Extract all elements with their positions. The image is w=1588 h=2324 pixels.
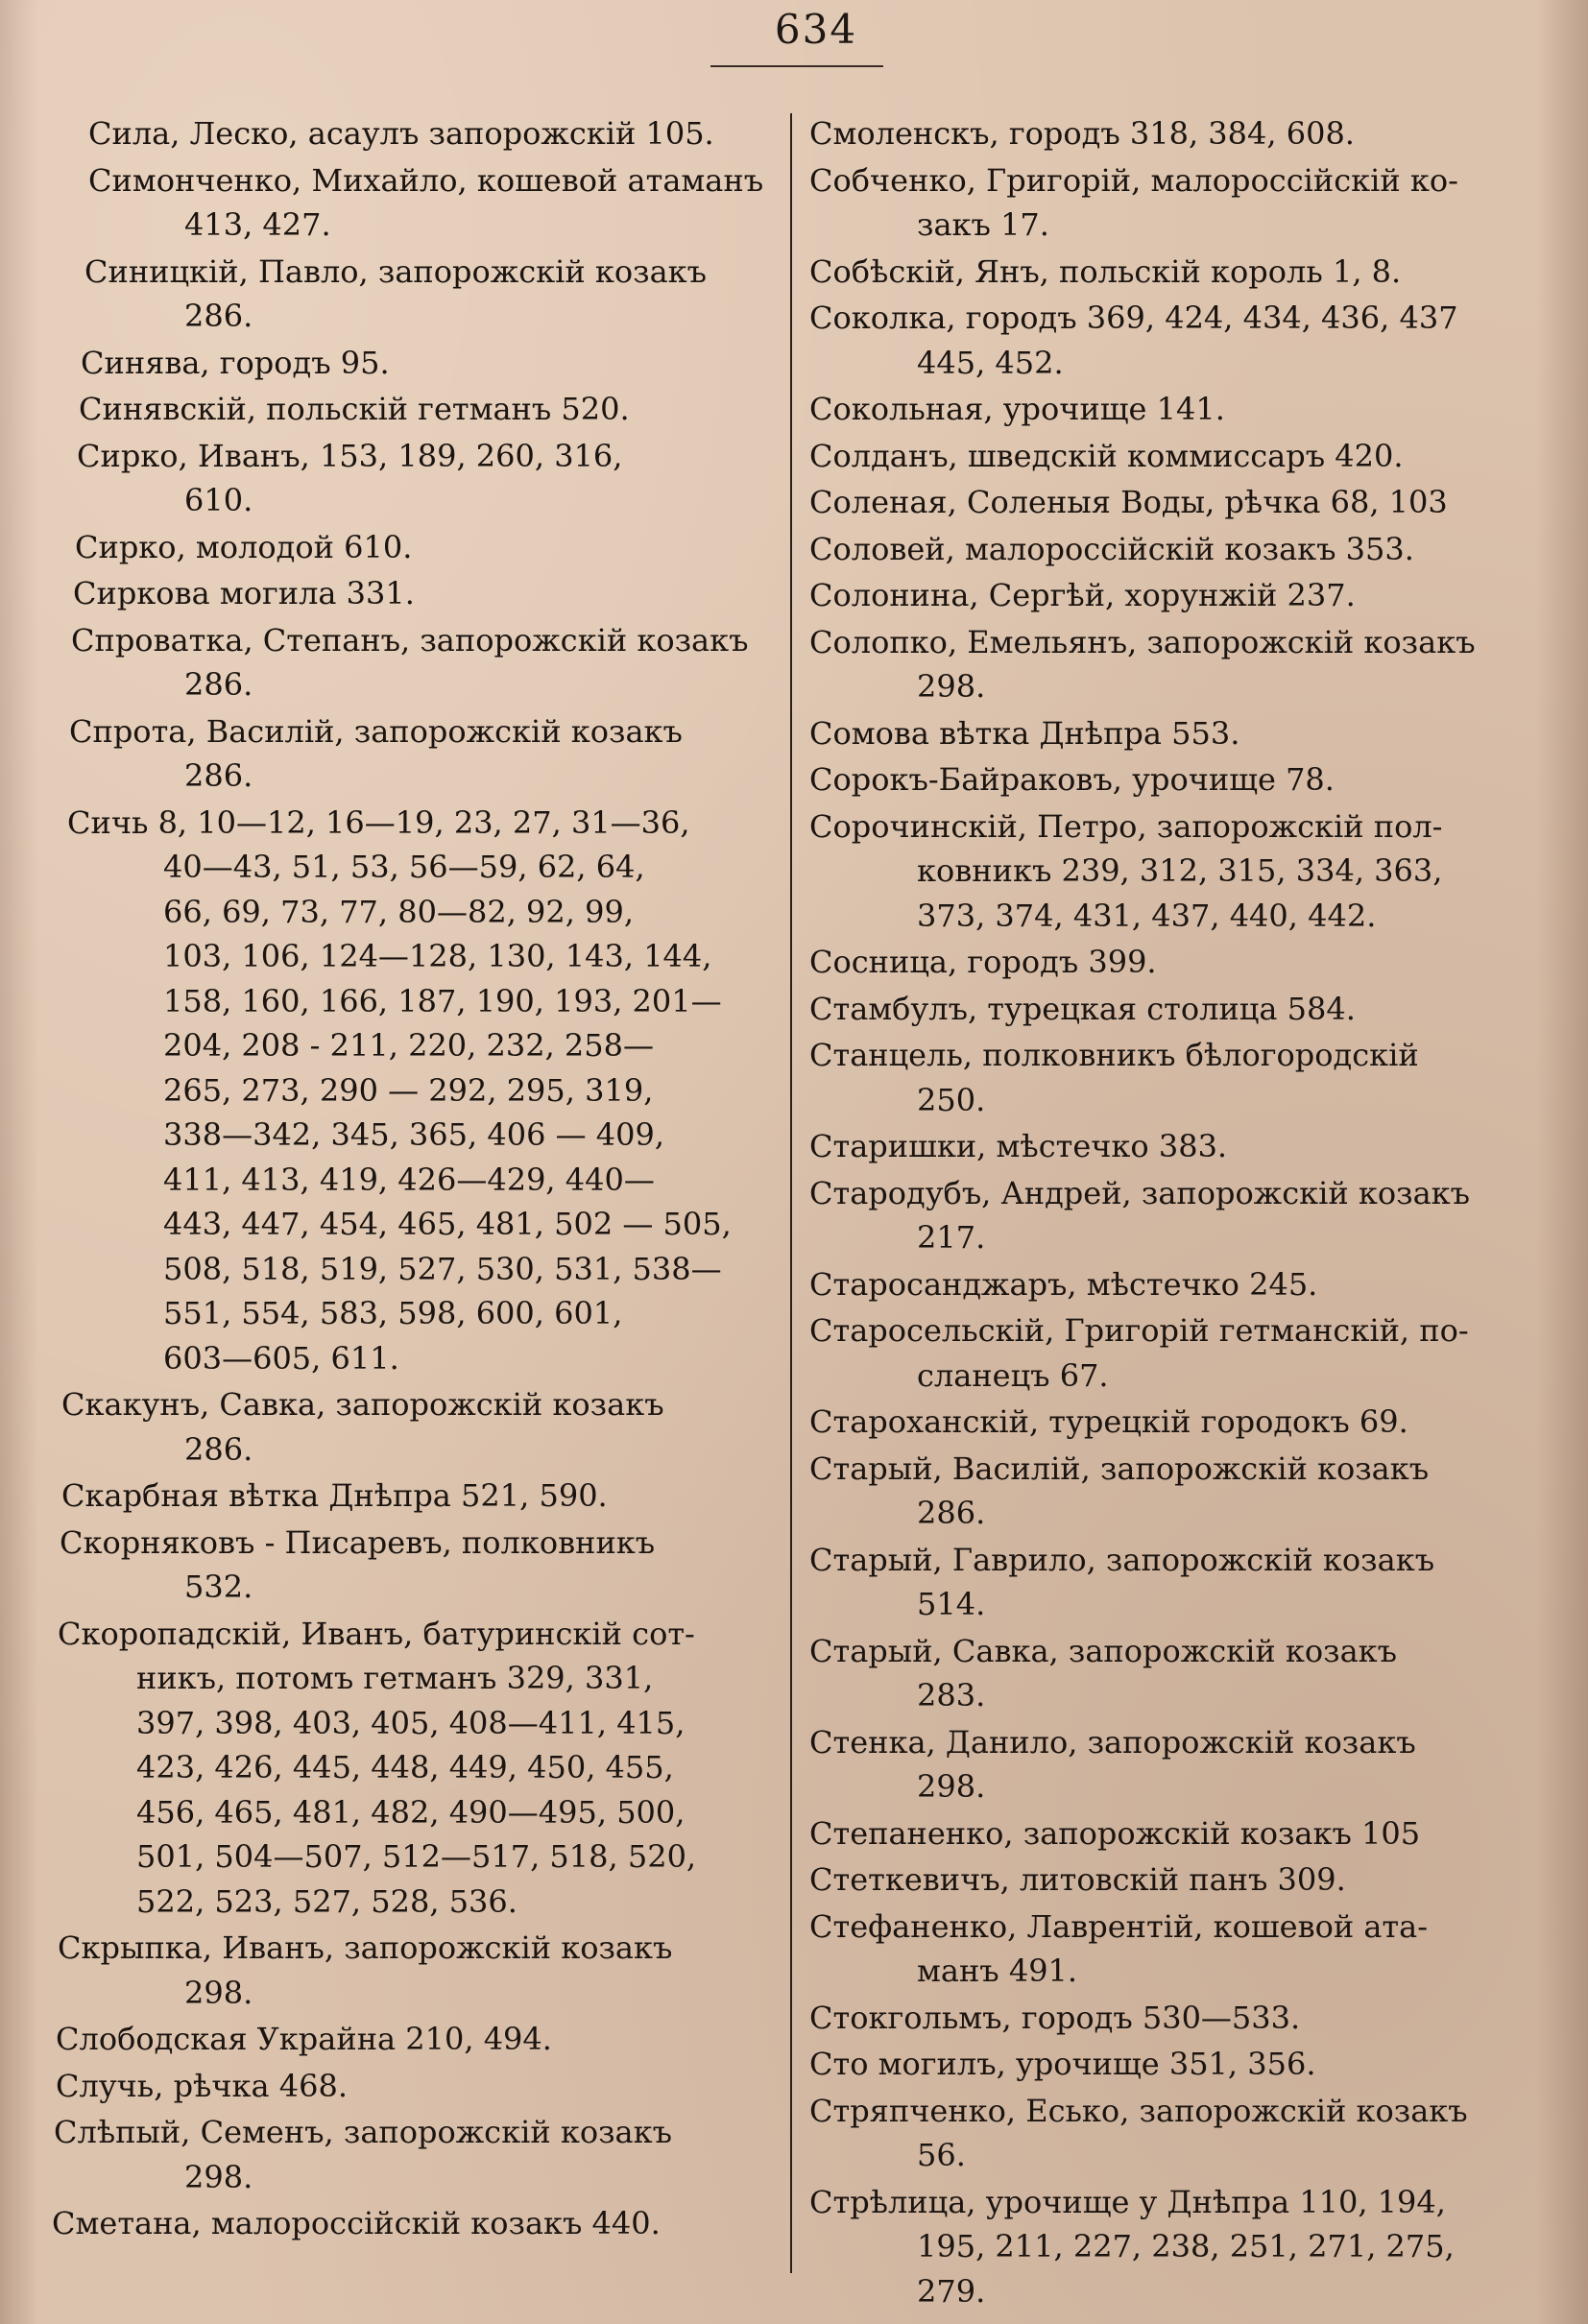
entry-continuation-line: 66, 69, 73, 77, 80—82, 92, 99, — [163, 893, 634, 930]
entry-headword-line: Солопко, Емельянъ, запорожскій козакъ — [809, 623, 1476, 660]
index-entry — [802, 1033, 1512, 1122]
entry-continuation-line: 445, 452. — [917, 344, 1064, 381]
index-entry — [802, 527, 1512, 572]
index-entry — [802, 1720, 1512, 1809]
index-entry — [802, 940, 1512, 985]
entry-headword-line: Скоропадскій, Иванъ, батуринскій сот- — [58, 1615, 695, 1652]
index-entry — [802, 987, 1512, 1032]
entry-continuation-line: 204, 208 - 211, 220, 232, 258— — [163, 1027, 654, 1064]
header-rule — [710, 65, 883, 67]
entry-headword-line: Стряпченко, Есько, запорожскій козакъ — [809, 2092, 1468, 2129]
entry-headword-line: Степаненко, запорожскій козакъ 105 — [809, 1814, 1421, 1852]
entry-continuation-line: 286. — [184, 1430, 253, 1468]
entry-headword-line: Сорочинскій, Петро, запорожскій пол- — [809, 807, 1443, 845]
entry-headword-line: Сирко, Иванъ, 153, 189, 260, 316, — [77, 437, 623, 474]
entry-headword-line: Сиркова могила 331. — [73, 575, 415, 611]
entry-continuation-line: 532. — [184, 1569, 253, 1605]
entry-headword-line: Соколка, городъ 369, 424, 434, 436, 437 — [809, 299, 1458, 336]
index-entry — [50, 2201, 776, 2246]
index-entry — [802, 2089, 1512, 2178]
index-entry — [802, 620, 1512, 709]
entry-headword-line: Старосельскій, Григорій гетманскій, по- — [809, 1312, 1469, 1349]
index-entry — [50, 250, 776, 339]
index-entry — [50, 801, 776, 1381]
entry-headword-line: Солданъ, шведскій коммиссаръ 420. — [809, 437, 1404, 474]
entry-headword-line: Сто могилъ, урочище 351, 356. — [809, 2046, 1316, 2082]
entry-continuation-line: 397, 398, 403, 405, 408—411, 415, — [136, 1704, 686, 1741]
entry-headword-line: Скакунъ, Савка, запорожскій козакъ — [61, 1386, 664, 1423]
entry-continuation-line: 514. — [917, 1586, 986, 1622]
entry-continuation-line: 286. — [184, 298, 253, 334]
index-entry — [802, 158, 1512, 248]
index-entry — [802, 1171, 1512, 1260]
entry-headword-line: Слободская Украйна 210, 494. — [56, 2021, 552, 2057]
entry-continuation-line: сланецъ 67. — [917, 1356, 1109, 1394]
entry-continuation-line: 250. — [917, 1081, 986, 1118]
entry-headword-line: Сомова вѣтка Днѣпра 553. — [809, 714, 1240, 752]
index-entry — [802, 1262, 1512, 1307]
entry-continuation-line: 217. — [917, 1219, 986, 1256]
index-entry — [802, 387, 1512, 432]
index-entry — [802, 1447, 1512, 1536]
index-entry — [50, 2110, 776, 2199]
entry-headword-line: Спроватка, Степанъ, запорожскій козакъ — [71, 621, 749, 659]
entry-continuation-line: никъ, потомъ гетманъ 329, 331, — [136, 1660, 654, 1696]
entry-continuation-line: 298. — [917, 668, 986, 705]
entry-continuation-line: 508, 518, 519, 527, 530, 531, 538— — [163, 1250, 722, 1287]
index-entry — [802, 2042, 1512, 2087]
index-entry — [802, 757, 1512, 803]
entry-continuation-line: 551, 554, 583, 598, 600, 601, — [163, 1295, 623, 1331]
index-entry — [50, 1382, 776, 1472]
index-column-right — [802, 111, 1512, 2315]
entry-continuation-line: манъ 491. — [917, 1953, 1078, 1989]
index-entry — [802, 1308, 1512, 1398]
index-entry — [50, 571, 776, 616]
index-entry — [802, 1400, 1512, 1445]
index-entry — [50, 525, 776, 570]
entry-headword-line: Сичь 8, 10—12, 16—19, 23, 27, 31—36, — [67, 803, 690, 841]
index-entry — [50, 1926, 776, 2015]
entry-continuation-line: 286. — [184, 757, 253, 794]
entry-headword-line: Собѣскій, Янъ, польскій король 1, 8. — [809, 252, 1402, 290]
entry-headword-line: Смоленскъ, городъ 318, 384, 608. — [809, 115, 1355, 152]
entry-headword-line: Сосница, городъ 399. — [809, 944, 1157, 980]
entry-headword-line: Стамбулъ, турецкая столица 584. — [809, 990, 1356, 1027]
entry-continuation-line: 456, 465, 481, 482, 490—495, 500, — [136, 1793, 686, 1831]
index-entry — [802, 111, 1512, 156]
index-entry — [50, 618, 776, 707]
entry-continuation-line: 603—605, 611. — [163, 1339, 399, 1377]
entry-continuation-line: 298. — [917, 1768, 986, 1805]
index-entry — [802, 296, 1512, 385]
entry-headword-line: Синявскій, польскій гетманъ 520. — [79, 391, 630, 427]
index-entry — [802, 434, 1512, 479]
index-entry — [802, 573, 1512, 618]
index-entry — [50, 158, 776, 248]
entry-headword-line: Слѣпый, Семенъ, запорожскій козакъ — [54, 2114, 672, 2150]
entry-headword-line: Симонченко, Михайло, кошевой атаманъ — [88, 161, 764, 199]
index-entry — [802, 1124, 1512, 1169]
index-entry — [50, 1521, 776, 1610]
entry-continuation-line: 56. — [917, 2137, 966, 2173]
entry-continuation-line: ковникъ 239, 312, 315, 334, 363, — [917, 852, 1443, 889]
entry-continuation-line: 279. — [917, 2272, 986, 2310]
index-entry — [50, 2017, 776, 2062]
index-entry — [802, 1538, 1512, 1627]
column-divider — [790, 113, 792, 2273]
entry-headword-line: Скарбная вѣтка Днѣпра 521, 590. — [61, 1477, 608, 1514]
entry-headword-line: Скорняковъ - Писаревъ, полковникъ — [60, 1523, 656, 1561]
index-entry — [802, 1857, 1512, 1903]
index-entry — [802, 1629, 1512, 1718]
page-number: 634 — [774, 6, 858, 53]
entry-headword-line: Стокгольмъ, городъ 530—533. — [809, 1999, 1301, 2036]
index-entry — [802, 2180, 1512, 2314]
index-entry — [802, 1996, 1512, 2041]
index-entry — [802, 1811, 1512, 1857]
entry-headword-line: Старый, Василій, запорожскій козакъ — [809, 1450, 1430, 1487]
index-entry — [50, 341, 776, 386]
entry-continuation-line: 298. — [184, 1974, 253, 2011]
entry-headword-line: Случь, рѣчка 468. — [56, 2067, 348, 2104]
entry-headword-line: Сирко, молодой 610. — [75, 528, 413, 565]
entry-headword-line: Стародубъ, Андрей, запорожскій козакъ — [809, 1174, 1470, 1211]
entry-continuation-line: закъ 17. — [917, 206, 1049, 243]
index-entry — [50, 434, 776, 523]
entry-continuation-line: 265, 273, 290 — 292, 295, 319, — [163, 1071, 654, 1109]
entry-continuation-line: 443, 447, 454, 465, 481, 502 — 505, — [163, 1206, 732, 1242]
entry-continuation-line: 373, 374, 431, 437, 440, 442. — [917, 897, 1377, 934]
entry-continuation-line: 195, 211, 227, 238, 251, 271, 275, — [917, 2228, 1455, 2264]
entry-continuation-line: 610. — [184, 482, 253, 518]
entry-continuation-line: 40—43, 51, 53, 56—59, 62, 64, — [163, 849, 645, 885]
entry-continuation-line: 338—342, 345, 365, 406 — 409, — [163, 1116, 665, 1153]
entry-headword-line: Стефаненко, Лаврентій, кошевой ата- — [809, 1907, 1429, 1945]
entry-continuation-line: 411, 413, 419, 426—429, 440— — [163, 1161, 655, 1198]
entry-continuation-line: 286. — [917, 1495, 986, 1531]
entry-headword-line: Соленая, Соленыя Воды, рѣчка 68, 103 — [809, 484, 1448, 520]
entry-headword-line: Старый, Гаврило, запорожскій козакъ — [809, 1541, 1435, 1578]
index-entry — [802, 480, 1512, 525]
entry-headword-line: Сорокъ-Байраковъ, урочище 78. — [809, 761, 1335, 798]
entry-headword-line: Станцель, полковникъ бѣлогородскій — [809, 1037, 1419, 1073]
entry-headword-line: Солонина, Сергѣй, хорунжій 237. — [809, 577, 1356, 613]
entry-headword-line: Стеткевичъ, литовскій панъ 309. — [809, 1861, 1346, 1898]
entry-headword-line: Сокольная, урочище 141. — [809, 391, 1225, 427]
index-entry — [802, 804, 1512, 939]
entry-continuation-line: 103, 106, 124—128, 130, 143, 144, — [163, 938, 712, 974]
entry-headword-line: Старый, Савка, запорожскій козакъ — [809, 1632, 1398, 1669]
entry-continuation-line: 158, 160, 166, 187, 190, 193, 201— — [163, 982, 722, 1019]
entry-headword-line: Синицкій, Павло, запорожскій козакъ — [84, 252, 708, 290]
entry-headword-line: Собченко, Григорій, малороссійскій ко- — [809, 161, 1458, 199]
entry-headword-line: Скрыпка, Иванъ, запорожскій козакъ — [58, 1929, 673, 1966]
entry-headword-line: Старишки, мѣстечко 383. — [809, 1128, 1228, 1164]
index-entry — [50, 111, 776, 156]
index-entry — [50, 2064, 776, 2109]
entry-headword-line: Старосанджаръ, мѣстечко 245. — [809, 1265, 1318, 1303]
entry-headword-line: Синява, городъ 95. — [81, 344, 390, 381]
entry-headword-line: Сметана, малороссійскій козакъ 440. — [52, 2205, 661, 2241]
entry-headword-line: Стенка, Данило, запорожскій козакъ — [809, 1723, 1416, 1761]
entry-headword-line: Соловей, малороссійскій козакъ 353. — [809, 530, 1414, 567]
entry-headword-line: Спрота, Василій, запорожскій козакъ — [69, 712, 683, 750]
entry-continuation-line: 522, 523, 527, 528, 536. — [136, 1882, 517, 1920]
index-entry — [802, 711, 1512, 756]
entry-continuation-line: 423, 426, 445, 448, 449, 450, 455, — [136, 1749, 674, 1785]
index-entry — [50, 1473, 776, 1519]
index-entry — [802, 1905, 1512, 1994]
entry-continuation-line: 413, 427. — [184, 206, 331, 243]
index-entry — [802, 250, 1512, 295]
index-entry — [50, 1612, 776, 1925]
entry-continuation-line: 298. — [184, 2158, 253, 2195]
index-entry — [50, 387, 776, 432]
entry-headword-line: Стрѣлица, урочище у Днѣпра 110, 194, — [809, 2183, 1446, 2220]
index-column-left — [50, 111, 776, 2248]
entry-continuation-line: 286. — [184, 666, 253, 703]
entry-headword-line: Староханскій, турецкій городокъ 69. — [809, 1403, 1408, 1440]
index-entry — [50, 709, 776, 799]
entry-continuation-line: 283. — [917, 1677, 986, 1713]
entry-headword-line: Сила, Леско, асаулъ запорожскій 105. — [88, 115, 714, 152]
entry-continuation-line: 501, 504—507, 512—517, 518, 520, — [136, 1838, 697, 1875]
